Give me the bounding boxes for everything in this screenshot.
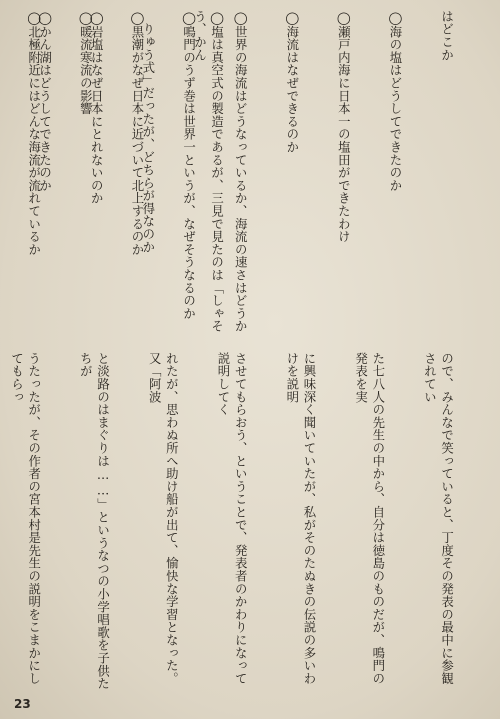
- text-line: ◯世界の海流はどうなっているか、海流の速さはどうか: [233, 10, 249, 333]
- text-line: れたが、思わぬ所へ助け船が出て、愉快な学習となった。又「阿波: [147, 352, 180, 685]
- text-line: ◯黒潮がなぜ日本に近づいて北上するのか: [129, 10, 145, 256]
- text-line: ◯暖流寒流の影響: [78, 10, 94, 115]
- text-line: ◯岩塩はなぜ日本にとれないのか: [89, 10, 105, 205]
- text-line: と淡路のはまぐりは……」というなつの小学唱歌を子供たちが: [78, 352, 111, 690]
- text-line: ◯海流はなぜできるのか: [284, 10, 300, 154]
- page-number: 23: [14, 697, 31, 711]
- text-line: ◯鳴門のうず巻は世界一というが、なぜそうなるのか: [181, 10, 197, 320]
- body-text-column: [10, 352, 490, 697]
- text-line: ◯塩は真空式の製造であるが、三見で見たのは「しゃそう、かん: [192, 10, 225, 333]
- text-line: ◯北極附近にはどんな海流が流れているか: [26, 10, 42, 256]
- text-line: はどこか: [439, 10, 455, 62]
- text-line: ◯かん湖はどうしてできたのか: [37, 10, 53, 192]
- text-line: うたったが、その作者の宮本村是先生の説明をこまかにしてもらっ: [9, 352, 42, 685]
- text-line: [0, 10, 2, 340]
- text-line: ◯海の塩はどうしてできたのか: [387, 10, 403, 192]
- text-line: た七八人の先生の中から、自分は徳島のものだが、鳴門の発表を実: [353, 352, 386, 685]
- text-line: ので、みんなで笑っていると、丁度その発表の最中に参観されてい: [422, 352, 455, 685]
- text-line: させてもらおう、ということで、発表者のかわりになって説明してく: [215, 352, 249, 685]
- text-line: ◯瀬戸内海に日本一の塩田ができたわけ: [336, 10, 352, 243]
- question-list-continued-column: [10, 10, 260, 340]
- text-line: に興味深く聞いていたが、私がそのたぬきの伝説の多いわけを説明: [284, 352, 317, 685]
- text-line: りゅう式」だったが、どちらが得なのか: [140, 10, 156, 254]
